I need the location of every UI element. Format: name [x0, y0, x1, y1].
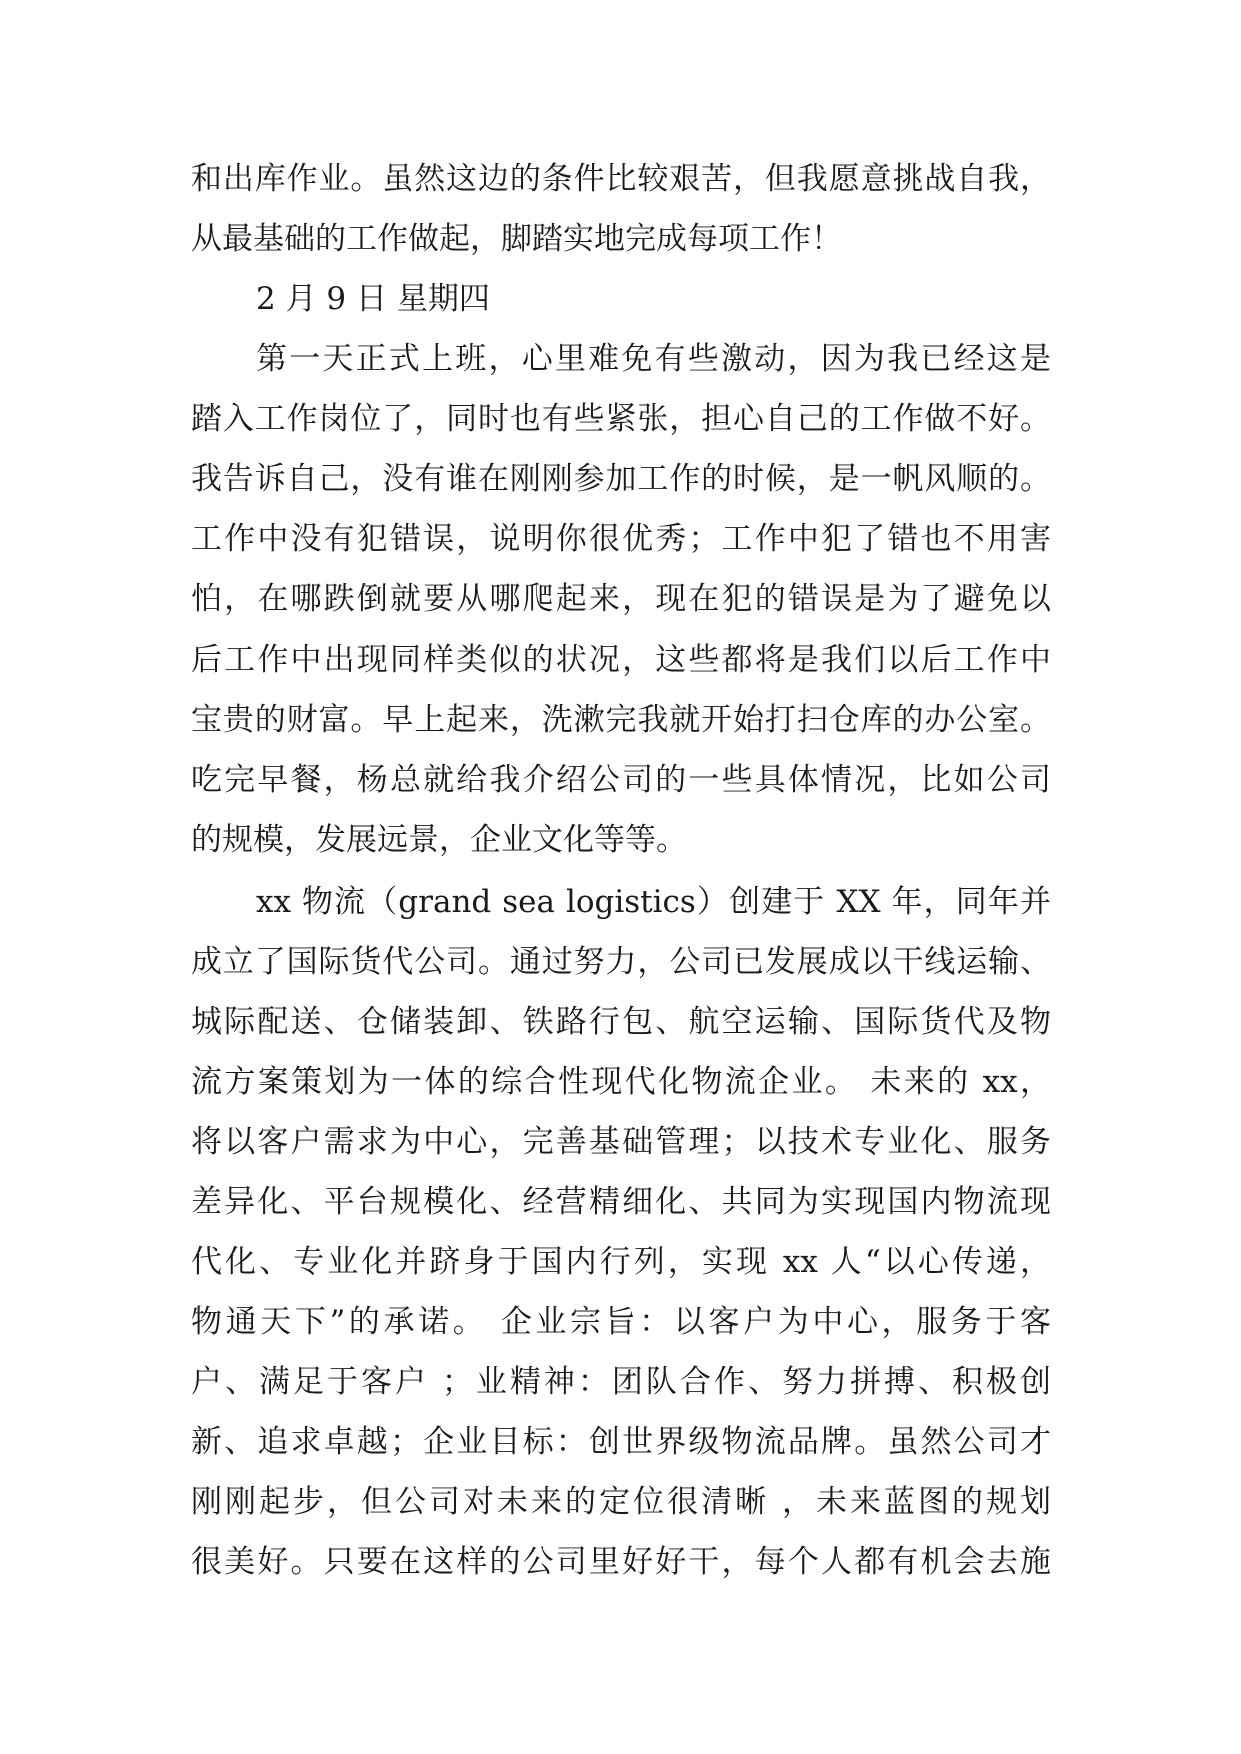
text-line: 从最基础的工作做起，脚踏实地完成每项工作！: [191, 221, 842, 257]
text-line: 很美好。只要在这样的公司里好好干，每个人都有机会去施: [191, 1544, 1051, 1580]
text-line: xx 物流（grand sea logistics）创建于 XX 年，同年并: [256, 884, 1051, 920]
text-line: 踏入工作岗位了，同时也有些紧张，担心自己的工作做不好。: [191, 401, 1051, 437]
text-line: 吃完早餐，杨总就给我介绍公司的一些具体情况，比如公司: [191, 762, 1051, 798]
text-line: 流方案策划为一体的综合性现代化物流企业。 未来的 xx，: [191, 1064, 1051, 1100]
text-line: 和出库作业。虽然这边的条件比较艰苦，但我愿意挑战自我，: [191, 161, 1051, 197]
text-line: 户、满足于客户 ；业精神：团队合作、努力拼搏、积极创: [191, 1364, 1051, 1400]
text-line: 工作中没有犯错误，说明你很优秀；工作中犯了错也不用害: [191, 521, 1051, 557]
date-heading: 2 月 9 日 星期四: [256, 281, 490, 317]
text-line: 差异化、平台规模化、经营精细化、共同为实现国内物流现: [191, 1184, 1051, 1220]
text-line: 的规模，发展远景，企业文化等等。: [191, 822, 687, 858]
text-line: 代化、专业化并跻身于国内行列，实现 xx 人“以心传递，: [191, 1244, 1051, 1280]
text-line: 将以客户需求为中心，完善基础管理；以技术专业化、服务: [191, 1124, 1051, 1160]
text-line: 我告诉自己，没有谁在刚刚参加工作的时候，是一帆风顺的。: [191, 461, 1051, 497]
text-line: 成立了国际货代公司。通过努力，公司已发展成以干线运输、: [191, 944, 1051, 980]
text-line: 宝贵的财富。早上起来，洗漱完我就开始打扫仓库的办公室。: [191, 702, 1051, 738]
text-line: 第一天正式上班，心里难免有些激动，因为我已经这是: [256, 341, 1051, 377]
text-line: 刚刚起步，但公司对未来的定位很清晰 ，未来蓝图的规划: [191, 1484, 1051, 1520]
text-line: 后工作中出现同样类似的状况，这些都将是我们以后工作中: [191, 642, 1051, 678]
text-line: 物通天下”的承诺。 企业宗旨：以客户为中心，服务于客: [191, 1304, 1051, 1340]
text-line: 城际配送、仓储装卸、铁路行包、航空运输、国际货代及物: [191, 1004, 1051, 1040]
text-line: 怕，在哪跌倒就要从哪爬起来，现在犯的错误是为了避免以: [191, 581, 1051, 617]
text-line: 新、追求卓越；企业目标：创世界级物流品牌。虽然公司才: [191, 1424, 1051, 1460]
